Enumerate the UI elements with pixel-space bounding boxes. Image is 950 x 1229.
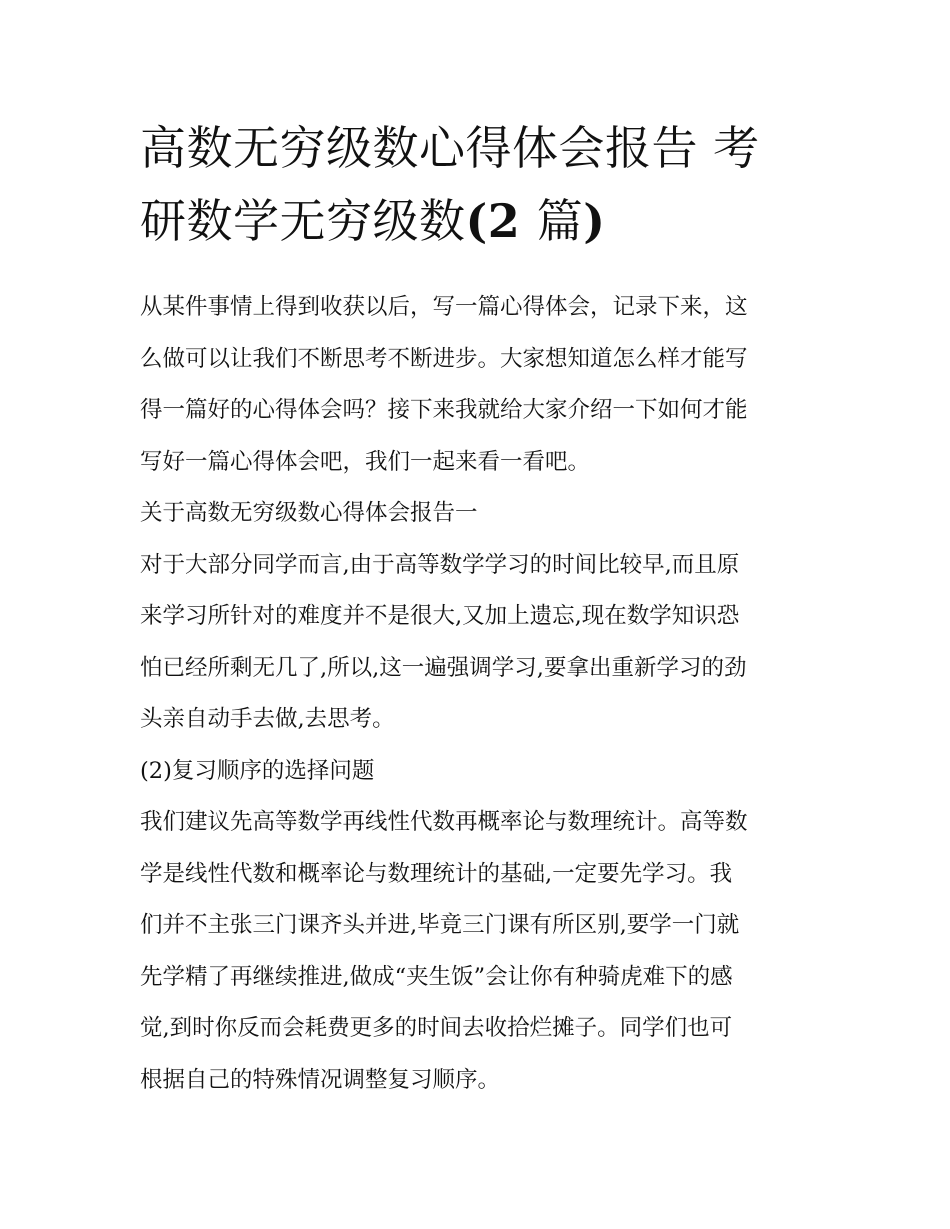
document-title xyxy=(140,112,812,258)
title-line-1: 高数无穷级数心得体会报告 考 xyxy=(140,121,760,175)
text-line: 从某件事情上得到收获以后，写一篇心得体会，记录下来，这 xyxy=(140,294,748,320)
text-line: 根据自己的特殊情况调整复习顺序。 xyxy=(140,1066,501,1093)
title-line-2-mid: 篇 xyxy=(536,194,584,248)
title-line-2-start: 研数学无穷级数 xyxy=(140,194,466,248)
text-line: 来学习所针对的难度并不是很大,又加上遗忘,现在数学知识恐 xyxy=(140,603,740,629)
text-line: 么做可以让我们不断思考不断进步。大家想知道怎么样才能写 xyxy=(140,345,748,372)
subsection-heading xyxy=(140,746,812,798)
text-line: 写好一篇心得体会吧，我们一起来看一看吧。 xyxy=(140,448,591,475)
title-line-2-bold: (2 xyxy=(465,194,537,248)
text-line: 先学精了再继续推进,做成“夹生饭”会让你有种骑虎难下的感 xyxy=(140,963,733,990)
text-line: 我们建议先高等数学再线性代数再概率论与数理统计。高等数 xyxy=(140,809,748,835)
text-line: 得一篇好的心得体会吗？接下来我就给大家介绍一下如何才能 xyxy=(140,397,748,423)
document-page xyxy=(140,112,812,1106)
text-line: (2)复习顺序的选择问题 xyxy=(140,757,375,784)
text-line: 们并不主张三门课齐头并进,毕竟三门课有所区别,要学一门就 xyxy=(140,912,740,938)
intro-paragraph xyxy=(140,282,812,488)
body-paragraph xyxy=(140,540,812,746)
title-line-2 xyxy=(140,185,812,258)
section-heading xyxy=(140,488,812,540)
text-line: 头亲自动手去做,去思考。 xyxy=(140,706,395,732)
title-line-2-end: ) xyxy=(583,194,606,248)
text-line: 怕已经所剩无几了,所以,这一遍强调学习,要拿出重新学习的劲 xyxy=(140,654,747,681)
text-line: 关于高数无穷级数心得体会报告一 xyxy=(140,500,478,526)
document-body xyxy=(140,282,812,1106)
text-line: 学是线性代数和概率论与数理统计的基础,一定要先学习。我 xyxy=(140,860,733,887)
text-line: 觉,到时你反而会耗费更多的时间去收拾烂摊子。同学们也可 xyxy=(140,1015,733,1041)
body-paragraph xyxy=(140,797,812,1106)
text-line: 对于大部分同学而言,由于高等数学学习的时间比较早,而且原 xyxy=(140,551,740,578)
